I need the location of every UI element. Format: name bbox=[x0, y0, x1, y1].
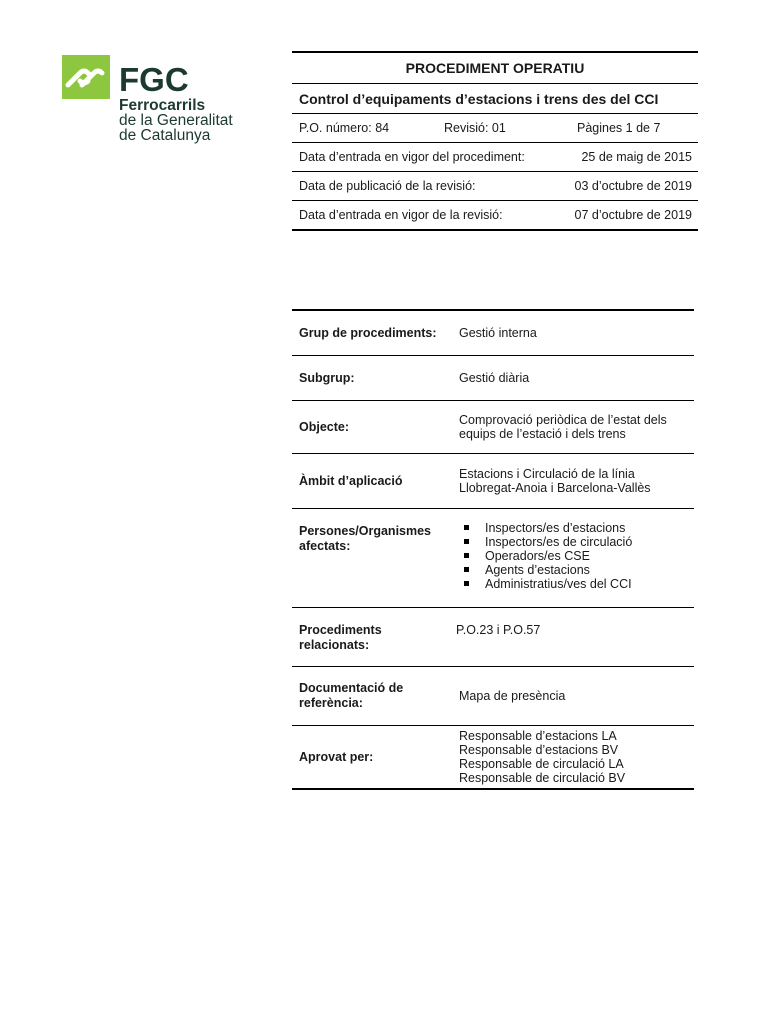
label-line: relacionats: bbox=[299, 638, 370, 652]
row-value bbox=[459, 413, 694, 441]
date-label: Data de publicació de la revisió: bbox=[299, 179, 476, 193]
value-line: Estacions i Circulació de la línia bbox=[459, 467, 635, 481]
row-label: Àmbit d’aplicació bbox=[299, 473, 403, 488]
logo-line-3: de Catalunya bbox=[119, 127, 211, 144]
row-persones bbox=[292, 509, 694, 608]
row-value bbox=[459, 467, 694, 495]
po-number: P.O. número: 84 bbox=[299, 121, 390, 135]
row-grup bbox=[292, 311, 694, 356]
logo-line-1: Ferrocarrils bbox=[119, 97, 206, 114]
fgc-logo bbox=[62, 55, 242, 145]
label-line: Persones/Organismes bbox=[299, 524, 432, 538]
row-label: Subgrup: bbox=[299, 370, 355, 385]
date-row bbox=[292, 143, 698, 172]
date-value: 25 de maig de 2015 bbox=[581, 150, 692, 164]
row-label bbox=[292, 681, 459, 711]
fgc-logo-icon bbox=[62, 55, 110, 99]
document-info-row bbox=[292, 114, 698, 143]
value-line: Responsable de circulació LA bbox=[459, 757, 624, 771]
date-row bbox=[292, 172, 698, 201]
label-line: Procediments bbox=[299, 623, 382, 637]
label-line: afectats: bbox=[299, 539, 351, 553]
row-value: P.O.23 i P.O.57 bbox=[456, 623, 541, 637]
date-label: Data d’entrada en vigor de la revisió: bbox=[299, 208, 503, 222]
row-ambit bbox=[292, 454, 694, 509]
value-line: equips de l’estació i dels trens bbox=[459, 427, 626, 441]
list-item: Inspectors/es d’estacions bbox=[459, 521, 694, 535]
list-item: Administratius/ves del CCI bbox=[459, 577, 694, 591]
affected-list bbox=[459, 521, 694, 591]
row-value bbox=[459, 729, 694, 785]
header-table bbox=[292, 51, 698, 231]
date-row bbox=[292, 201, 698, 229]
row-label: Aprovat per: bbox=[299, 749, 374, 764]
row-value bbox=[459, 509, 694, 591]
row-label bbox=[292, 509, 459, 554]
row-label: Objecte: bbox=[299, 419, 350, 434]
document-title: PROCEDIMENT OPERATIU bbox=[292, 53, 698, 84]
row-aprovat bbox=[292, 726, 694, 788]
label-line: Documentació de bbox=[299, 681, 404, 695]
list-item: Operadors/es CSE bbox=[459, 549, 694, 563]
row-value: Mapa de presència bbox=[459, 689, 566, 703]
logo-abbr: FGC bbox=[119, 61, 189, 98]
date-value: 03 d’octubre de 2019 bbox=[574, 179, 692, 193]
value-line: Responsable d’estacions LA bbox=[459, 729, 617, 743]
row-value: Gestió interna bbox=[459, 326, 537, 340]
value-line: Comprovació periòdica de l’estat dels bbox=[459, 413, 667, 427]
revision-number: Revisió: 01 bbox=[444, 121, 506, 135]
page-count: Pàgines 1 de 7 bbox=[577, 121, 661, 135]
date-value: 07 d’octubre de 2019 bbox=[574, 208, 692, 222]
list-item: Inspectors/es de circulació bbox=[459, 535, 694, 549]
row-procediments bbox=[292, 608, 694, 667]
procedure-details-table bbox=[292, 309, 694, 790]
date-label: Data d’entrada en vigor del procediment: bbox=[299, 150, 525, 164]
document-subtitle: Control d’equipaments d’estacions i trens des del CCI bbox=[292, 84, 698, 114]
row-documentacio bbox=[292, 667, 694, 726]
row-subgrup bbox=[292, 356, 694, 401]
row-label bbox=[292, 608, 459, 653]
row-value: Gestió diària bbox=[459, 371, 530, 385]
row-objecte bbox=[292, 401, 694, 454]
label-line: referència: bbox=[299, 696, 363, 710]
value-line: Responsable de circulació BV bbox=[459, 771, 626, 785]
logo-line-2: de la Generalitat bbox=[119, 112, 233, 129]
list-item: Agents d’estacions bbox=[459, 563, 694, 577]
row-label: Grup de procediments: bbox=[299, 325, 437, 340]
value-line: Llobregat-Anoia i Barcelona-Vallès bbox=[459, 481, 651, 495]
value-line: Responsable d’estacions BV bbox=[459, 743, 619, 757]
